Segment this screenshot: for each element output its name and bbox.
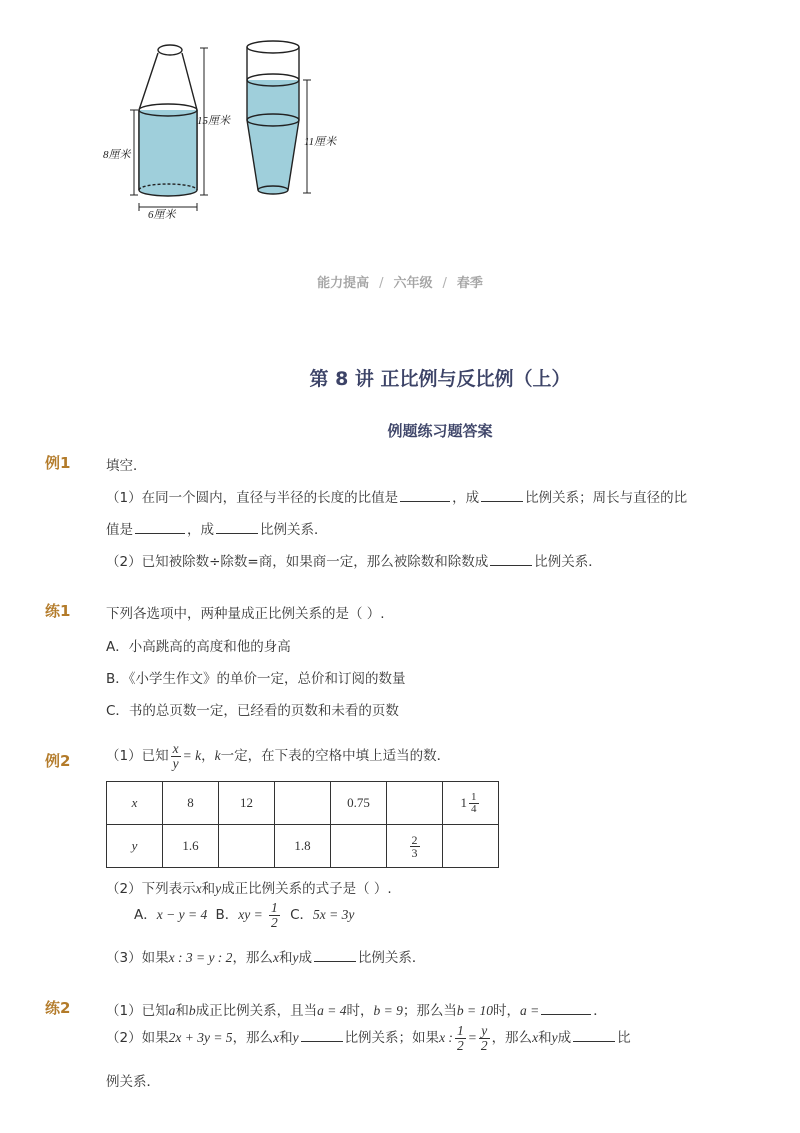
practice-1-option-c: C．书的总页数一定，已经看的页数和未看的页数 <box>106 703 399 719</box>
fraction-x-over-y: $\frac{x}{y}$ <box>172 741 179 771</box>
label-11cm: 11厘米 <box>304 136 337 148</box>
answer-blank[interactable] <box>216 521 258 534</box>
label-15cm: 15厘米 <box>197 115 230 127</box>
table-cell: 1.8 <box>275 825 331 868</box>
cups-figure <box>100 35 360 225</box>
practice-2-q2-cont: 例关系． <box>106 1074 160 1090</box>
table-header-x: x <box>107 782 163 825</box>
answer-blank[interactable] <box>481 489 523 502</box>
table-cell: 12 <box>219 782 275 825</box>
example-2-label: 例2 <box>45 752 71 770</box>
example-1-label: 例1 <box>45 454 71 472</box>
answer-blank[interactable] <box>541 1002 591 1015</box>
example-2-q2-options: A．x − y = 4 B．xy = $\frac{1}{2}$ C．5x = 3y <box>134 900 355 930</box>
right-cup-outline <box>247 41 299 53</box>
example-2-q1: （1）已知 $\frac{x}{y}$ = k，k一定，在下表的空格中填上适当的数． <box>106 741 451 771</box>
table-cell: $\frac{2}{3}$ <box>387 825 443 868</box>
table-cell[interactable] <box>219 825 275 868</box>
example-1-q1-cont: 值是 ，成 比例关系． <box>106 522 328 538</box>
practice-2-label: 练2 <box>45 999 71 1017</box>
practice-1-option-a: A．小高跳高的高度和他的身高 <box>106 639 291 655</box>
table-cell[interactable] <box>331 825 387 868</box>
table-header-y: y <box>107 825 163 868</box>
right-cup-water <box>247 80 299 194</box>
label-8cm: 8厘米 <box>103 149 131 161</box>
table-cell: 1.6 <box>163 825 219 868</box>
table-cell: 1 $\frac{1}{4}$ <box>443 782 499 825</box>
table-cell[interactable] <box>387 782 443 825</box>
left-cup-water <box>139 110 197 196</box>
practice-2-q2: （2）如果2x + 3y = 5，那么x和y 比例关系；如果x : $\frac{1}{2}$ = $\frac{y}{2}$ ，那么x和y成 比 <box>106 1023 631 1053</box>
lecture-title: 第 8 讲 正比例与反比例（上） <box>309 368 571 390</box>
section-subtitle: 例题练习题答案 <box>387 422 493 440</box>
example-1-intro: 填空． <box>106 458 147 474</box>
practice-1-option-b: B．《小学生作文》的单价一定，总价和订阅的数量 <box>106 671 406 687</box>
answer-blank[interactable] <box>314 949 356 962</box>
answer-blank[interactable] <box>400 489 450 502</box>
table-cell: 8 <box>163 782 219 825</box>
answer-blank[interactable] <box>135 521 185 534</box>
label-6cm: 6厘米 <box>148 209 176 221</box>
table-cell[interactable] <box>443 825 499 868</box>
table-cell: 0.75 <box>331 782 387 825</box>
table-cell[interactable] <box>275 782 331 825</box>
example-2-q3: （3）如果x : 3 = y : 2，那么x和y成 比例关系． <box>106 950 426 966</box>
answer-blank[interactable] <box>490 553 532 566</box>
practice-1-label: 练1 <box>45 602 71 620</box>
xy-table <box>106 781 499 868</box>
page-header: 能力提高 / 六年级 / 春季 <box>317 276 483 291</box>
example-1-q1: （1）在同一个圆内，直径与半径的长度的比值是 ，成 比例关系；周长与直径的比 <box>106 490 688 506</box>
answer-blank[interactable] <box>301 1029 343 1042</box>
practice-2-q1: （1）已知a和b成正比例关系，且当a = 4时，b = 9；那么当b = 10时，a = ． <box>106 1003 607 1019</box>
answer-blank[interactable] <box>573 1029 615 1042</box>
table-row <box>107 782 499 825</box>
example-2-q2: （2）下列表示x和y成正比例关系的式子是（ ）. <box>106 881 392 897</box>
table-row <box>107 825 499 868</box>
example-1-q2: （2）已知被除数÷除数=商，如果商一定，那么被除数和除数成 比例关系． <box>106 554 602 570</box>
practice-1-question: 下列各选项中，两种量成正比例关系的是（ ）. <box>106 606 385 622</box>
